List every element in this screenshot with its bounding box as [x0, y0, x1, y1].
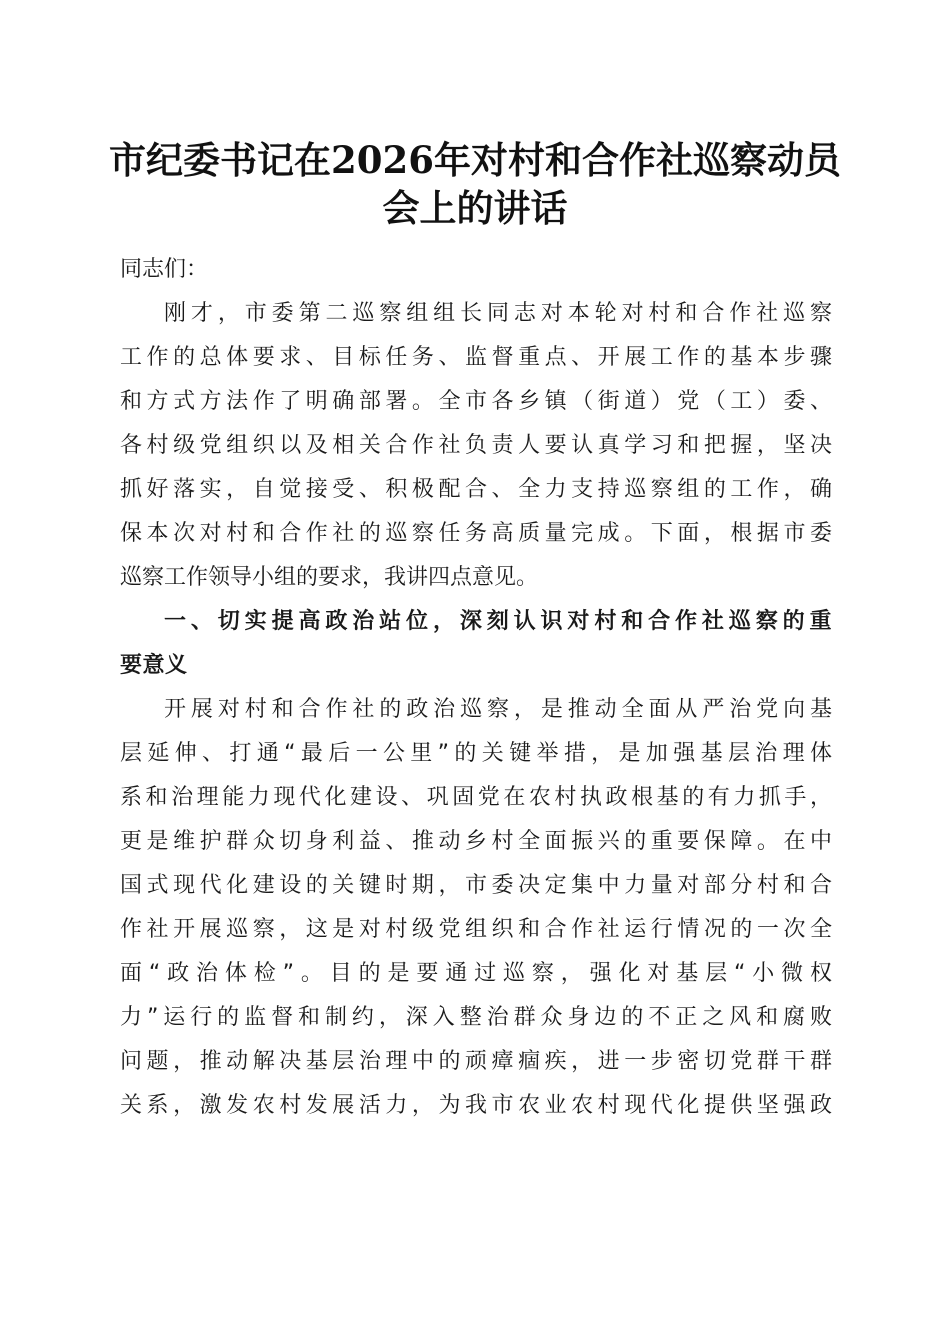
title-line-1: 市纪委书记在2026年对村和合作社巡察动员 [109, 138, 841, 182]
paragraph-line: 巡察工作领导小组的要求，我讲四点意见。 [120, 565, 539, 590]
section-heading-1 [120, 600, 832, 688]
paragraph-line: 抓好落实，自觉接受、积极配合、全力支持巡察组的工作，确 [120, 477, 832, 502]
paragraph-line: 各村级党组织以及相关合作社负责人要认真学习和把握，坚决 [120, 433, 832, 458]
paragraph-line: 保本次对村和合作社的巡察任务高质量完成。下面，根据市委 [120, 521, 832, 546]
salutation: 同志们： [120, 257, 209, 282]
paragraph-line: 面“政治体检”。目的是要通过巡察，强化对基层“小微权 [120, 961, 832, 986]
document-title [100, 136, 850, 232]
paragraph-line: 力”运行的监督和制约，深入整治群众身边的不正之风和腐败 [120, 1005, 832, 1030]
paragraph-line: 和方式方法作了明确部署。全市各乡镇（街道）党（工）委、 [120, 389, 832, 414]
paragraph-line: 更是维护群众切身利益、推动乡村全面振兴的重要保障。在中 [120, 829, 832, 854]
paragraph-line: 关系，激发农村发展活力，为我市农业农村现代化提供坚强政 [120, 1093, 832, 1118]
paragraph-line: 国式现代化建设的关键时期，市委决定集中力量对部分村和合 [120, 873, 832, 898]
document-body [120, 248, 832, 1128]
paragraph-line: 系和治理能力现代化建设、巩固党在农村执政根基的有力抓手， [120, 785, 832, 810]
paragraph-line: 问题，推动解决基层治理中的顽瘴痼疾，进一步密切党群干群 [120, 1049, 832, 1074]
heading-line: 要意义 [120, 653, 188, 678]
paragraph-2 [120, 688, 832, 1128]
paragraph-line: 层延伸、打通“最后一公里”的关键举措，是加强基层治理体 [120, 741, 832, 766]
paragraph-line: 开展对村和合作社的政治巡察，是推动全面从严治党向基 [164, 697, 832, 722]
paragraph-line: 刚才，市委第二巡察组组长同志对本轮对村和合作社巡察 [164, 301, 832, 326]
paragraph-line: 作社开展巡察，这是对村级党组织和合作社运行情况的一次全 [120, 917, 832, 942]
paragraph-line: 工作的总体要求、目标任务、监督重点、开展工作的基本步骤 [120, 345, 832, 370]
title-line-2: 会上的讲话 [382, 186, 568, 230]
paragraph-1 [120, 292, 832, 600]
heading-line: 一、切实提高政治站位，深刻认识对村和合作社巡察的重 [164, 609, 832, 634]
